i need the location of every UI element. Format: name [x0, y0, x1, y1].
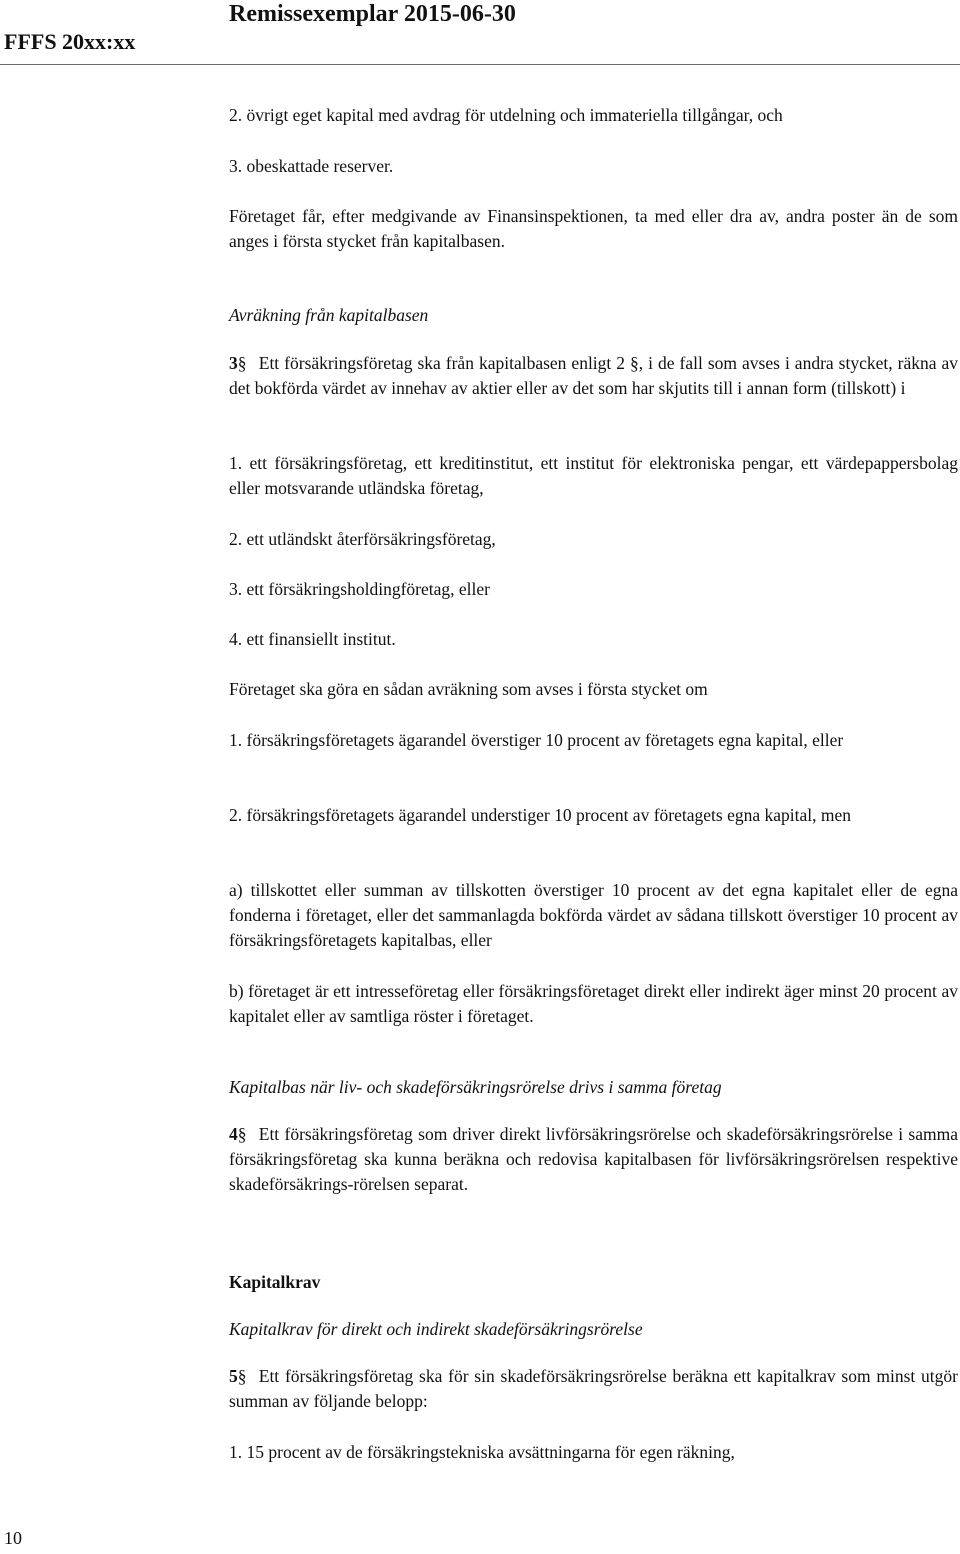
list-item: 2. försäkringsföretagets ägarandel understiger 10 procent av företagets egna kapital, men [229, 805, 851, 825]
section-heading: Avräkning från kapitalbasen [229, 305, 429, 325]
section-symbol: § [237, 353, 247, 373]
list-item: 1. försäkringsföretagets ägarandel överstiger 10 procent av företagets egna kapital, eller [229, 730, 844, 750]
section-3-paragraph [229, 351, 958, 401]
section-5-paragraph [229, 1364, 958, 1414]
list-item: 2. övrigt eget kapital med avdrag för utdelning och immateriella tillgångar, och [229, 105, 783, 125]
list-item: 1. 15 procent av de försäkringstekniska avsättningarna för egen räkning, [229, 1442, 735, 1462]
list-item: 1. ett försäkringsföretag, ett kreditinstitut, ett institut för elektroniska pengar, ett värdepappersbolag eller motsvarande utländska företag, [229, 453, 958, 498]
section-symbol: § [237, 1124, 247, 1144]
document-code: FFFS 20xx:xx [4, 29, 136, 54]
list-item: b) företaget är ett intresseföretag eller försäkringsföretaget direkt eller indirekt äger minst 20 procent av kapitalet eller av samtliga röster i företaget. [229, 981, 958, 1026]
header-rule [0, 64, 960, 65]
list-item: 3. ett försäkringsholdingföretag, eller [229, 579, 490, 599]
chapter-heading: Kapitalkrav [229, 1272, 321, 1292]
section-number: 3 [229, 353, 238, 373]
section-heading: Kapitalbas när liv- och skadeförsäkringsrörelse drivs i samma företag [229, 1077, 722, 1097]
list-item: a) tillskottet eller summan av tillskotten överstiger 10 procent av det egna kapitalet eller de egna fonderna i företaget, eller det sammanlagda bokförda värdet av sådana tillskott överstiger 10 procent av försäkringsföretagets kapitalbas, eller [229, 880, 958, 950]
section-heading: Kapitalkrav för direkt och indirekt skadeförsäkringsrörelse [229, 1319, 643, 1339]
section-number: 5 [229, 1366, 238, 1386]
paragraph: Företaget ska göra en sådan avräkning som avses i första stycket om [229, 679, 708, 699]
list-item: 4. ett finansiellt institut. [229, 629, 396, 649]
list-item: 3. obeskattade reserver. [229, 156, 394, 176]
page-number: 10 [4, 1528, 22, 1548]
paragraph: Företaget får, efter medgivande av Finansinspektionen, ta med eller dra av, andra poster än de som anges i första stycket från kapitalbasen. [229, 206, 958, 251]
section-symbol: § [237, 1366, 247, 1386]
section-text: Ett försäkringsföretag som driver direkt livförsäkringsrörelse och skadeförsäkringsrörelse i samma försäkringsföretag ska kunna beräkna och redovisa kapitalbasen för livförsäkringsrörelsen respektive skadeförsäkrings-rörelsen separat. [229, 1124, 958, 1194]
section-text: Ett försäkringsföretag ska från kapitalbasen enligt 2 §, i de fall som avses i andra stycket, räkna av det bokförda värdet av innehav av aktier eller av det som har skjutits till i annan form (tillskott) i [229, 353, 958, 398]
section-number: 4 [229, 1124, 238, 1144]
section-4-paragraph [229, 1122, 958, 1197]
section-text: Ett försäkringsföretag ska för sin skadeförsäkringsrörelse beräkna ett kapitalkrav som minst utgör summan av följande belopp: [229, 1366, 958, 1411]
list-item: 2. ett utländskt återförsäkringsföretag, [229, 529, 496, 549]
document-status-title: Remissexemplar 2015-06-30 [229, 1, 516, 27]
